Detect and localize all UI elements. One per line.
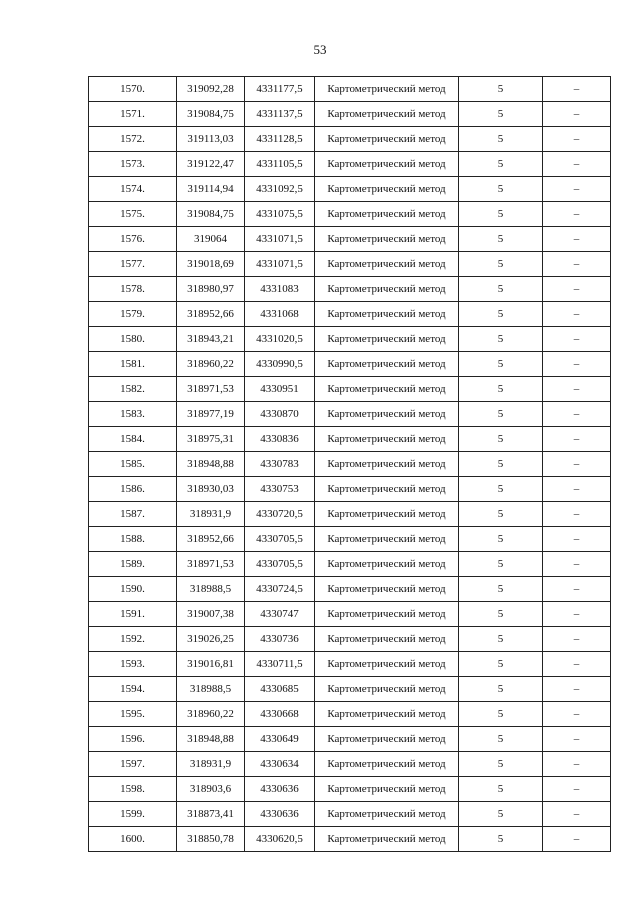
y-coordinate-cell: 4330783	[245, 452, 315, 477]
note-cell: –	[543, 777, 611, 802]
method-cell: Картометрический метод	[315, 527, 459, 552]
accuracy-cell: 5	[459, 802, 543, 827]
point-number-cell: 1572.	[89, 127, 177, 152]
table-row	[89, 727, 611, 752]
y-coordinate-cell: 4330668	[245, 702, 315, 727]
point-number-cell: 1579.	[89, 302, 177, 327]
method-cell: Картометрический метод	[315, 502, 459, 527]
point-number-cell: 1600.	[89, 827, 177, 852]
method-cell: Картометрический метод	[315, 277, 459, 302]
table-row	[89, 327, 611, 352]
accuracy-cell: 5	[459, 602, 543, 627]
table-row	[89, 402, 611, 427]
note-cell: –	[543, 102, 611, 127]
method-cell: Картометрический метод	[315, 727, 459, 752]
accuracy-cell: 5	[459, 152, 543, 177]
note-cell: –	[543, 427, 611, 452]
method-cell: Картометрический метод	[315, 827, 459, 852]
point-number-cell: 1578.	[89, 277, 177, 302]
accuracy-cell: 5	[459, 727, 543, 752]
y-coordinate-cell: 4330634	[245, 752, 315, 777]
y-coordinate-cell: 4330720,5	[245, 502, 315, 527]
note-cell: –	[543, 677, 611, 702]
table-row	[89, 377, 611, 402]
table-row	[89, 77, 611, 102]
y-coordinate-cell: 4330705,5	[245, 527, 315, 552]
point-number-cell: 1599.	[89, 802, 177, 827]
method-cell: Картометрический метод	[315, 702, 459, 727]
note-cell: –	[543, 602, 611, 627]
accuracy-cell: 5	[459, 677, 543, 702]
note-cell: –	[543, 452, 611, 477]
method-cell: Картометрический метод	[315, 802, 459, 827]
table-row	[89, 252, 611, 277]
note-cell: –	[543, 827, 611, 852]
accuracy-cell: 5	[459, 302, 543, 327]
y-coordinate-cell: 4330705,5	[245, 552, 315, 577]
x-coordinate-cell: 319016,81	[177, 652, 245, 677]
accuracy-cell: 5	[459, 477, 543, 502]
note-cell: –	[543, 502, 611, 527]
point-number-cell: 1574.	[89, 177, 177, 202]
x-coordinate-cell: 318988,5	[177, 677, 245, 702]
x-coordinate-cell: 319084,75	[177, 202, 245, 227]
accuracy-cell: 5	[459, 352, 543, 377]
method-cell: Картометрический метод	[315, 202, 459, 227]
x-coordinate-cell: 318952,66	[177, 527, 245, 552]
y-coordinate-cell: 4330724,5	[245, 577, 315, 602]
y-coordinate-cell: 4331075,5	[245, 202, 315, 227]
method-cell: Картометрический метод	[315, 552, 459, 577]
x-coordinate-cell: 318930,03	[177, 477, 245, 502]
note-cell: –	[543, 702, 611, 727]
y-coordinate-cell: 4331137,5	[245, 102, 315, 127]
accuracy-cell: 5	[459, 552, 543, 577]
note-cell: –	[543, 252, 611, 277]
method-cell: Картометрический метод	[315, 227, 459, 252]
note-cell: –	[543, 652, 611, 677]
point-number-cell: 1570.	[89, 77, 177, 102]
accuracy-cell: 5	[459, 427, 543, 452]
point-number-cell: 1585.	[89, 452, 177, 477]
x-coordinate-cell: 318903,6	[177, 777, 245, 802]
point-number-cell: 1590.	[89, 577, 177, 602]
y-coordinate-cell: 4330685	[245, 677, 315, 702]
method-cell: Картометрический метод	[315, 402, 459, 427]
point-number-cell: 1588.	[89, 527, 177, 552]
y-coordinate-cell: 4331105,5	[245, 152, 315, 177]
note-cell: –	[543, 627, 611, 652]
accuracy-cell: 5	[459, 627, 543, 652]
method-cell: Картометрический метод	[315, 152, 459, 177]
table-row	[89, 752, 611, 777]
table-row	[89, 152, 611, 177]
point-number-cell: 1576.	[89, 227, 177, 252]
accuracy-cell: 5	[459, 102, 543, 127]
note-cell: –	[543, 127, 611, 152]
accuracy-cell: 5	[459, 452, 543, 477]
table-row	[89, 202, 611, 227]
table-row	[89, 652, 611, 677]
method-cell: Картометрический метод	[315, 177, 459, 202]
x-coordinate-cell: 318971,53	[177, 377, 245, 402]
accuracy-cell: 5	[459, 77, 543, 102]
y-coordinate-cell: 4330636	[245, 777, 315, 802]
y-coordinate-cell: 4331071,5	[245, 252, 315, 277]
y-coordinate-cell: 4330951	[245, 377, 315, 402]
y-coordinate-cell: 4331071,5	[245, 227, 315, 252]
table-row	[89, 552, 611, 577]
accuracy-cell: 5	[459, 577, 543, 602]
method-cell: Картометрический метод	[315, 377, 459, 402]
accuracy-cell: 5	[459, 327, 543, 352]
method-cell: Картометрический метод	[315, 602, 459, 627]
x-coordinate-cell: 318971,53	[177, 552, 245, 577]
table-row	[89, 427, 611, 452]
coordinates-table	[88, 76, 611, 852]
note-cell: –	[543, 477, 611, 502]
point-number-cell: 1586.	[89, 477, 177, 502]
method-cell: Картометрический метод	[315, 627, 459, 652]
point-number-cell: 1573.	[89, 152, 177, 177]
accuracy-cell: 5	[459, 127, 543, 152]
note-cell: –	[543, 152, 611, 177]
table-row	[89, 602, 611, 627]
x-coordinate-cell: 318980,97	[177, 277, 245, 302]
note-cell: –	[543, 377, 611, 402]
method-cell: Картометрический метод	[315, 127, 459, 152]
x-coordinate-cell: 318977,19	[177, 402, 245, 427]
point-number-cell: 1582.	[89, 377, 177, 402]
table-row	[89, 102, 611, 127]
y-coordinate-cell: 4330736	[245, 627, 315, 652]
accuracy-cell: 5	[459, 527, 543, 552]
accuracy-cell: 5	[459, 177, 543, 202]
table-row	[89, 677, 611, 702]
note-cell: –	[543, 77, 611, 102]
method-cell: Картометрический метод	[315, 452, 459, 477]
y-coordinate-cell: 4331068	[245, 302, 315, 327]
y-coordinate-cell: 4331092,5	[245, 177, 315, 202]
y-coordinate-cell: 4330836	[245, 427, 315, 452]
point-number-cell: 1584.	[89, 427, 177, 452]
table-row	[89, 352, 611, 377]
x-coordinate-cell: 318948,88	[177, 727, 245, 752]
method-cell: Картометрический метод	[315, 77, 459, 102]
page-number: 53	[313, 42, 327, 57]
table-row	[89, 452, 611, 477]
point-number-cell: 1581.	[89, 352, 177, 377]
y-coordinate-cell: 4330649	[245, 727, 315, 752]
coordinates-table-body	[89, 77, 611, 852]
point-number-cell: 1583.	[89, 402, 177, 427]
note-cell: –	[543, 402, 611, 427]
x-coordinate-cell: 318931,9	[177, 502, 245, 527]
method-cell: Картометрический метод	[315, 652, 459, 677]
point-number-cell: 1577.	[89, 252, 177, 277]
accuracy-cell: 5	[459, 652, 543, 677]
table-row	[89, 627, 611, 652]
accuracy-cell: 5	[459, 252, 543, 277]
x-coordinate-cell: 318873,41	[177, 802, 245, 827]
method-cell: Картометрический метод	[315, 102, 459, 127]
table-row	[89, 277, 611, 302]
note-cell: –	[543, 352, 611, 377]
accuracy-cell: 5	[459, 227, 543, 252]
method-cell: Картометрический метод	[315, 302, 459, 327]
accuracy-cell: 5	[459, 277, 543, 302]
note-cell: –	[543, 327, 611, 352]
table-row	[89, 302, 611, 327]
point-number-cell: 1595.	[89, 702, 177, 727]
y-coordinate-cell: 4331128,5	[245, 127, 315, 152]
method-cell: Картометрический метод	[315, 577, 459, 602]
table-row	[89, 527, 611, 552]
point-number-cell: 1596.	[89, 727, 177, 752]
y-coordinate-cell: 4330870	[245, 402, 315, 427]
x-coordinate-cell: 318960,22	[177, 702, 245, 727]
accuracy-cell: 5	[459, 377, 543, 402]
x-coordinate-cell: 319113,03	[177, 127, 245, 152]
point-number-cell: 1580.	[89, 327, 177, 352]
point-number-cell: 1593.	[89, 652, 177, 677]
table-row	[89, 802, 611, 827]
x-coordinate-cell: 319007,38	[177, 602, 245, 627]
point-number-cell: 1591.	[89, 602, 177, 627]
table-row	[89, 227, 611, 252]
table-row	[89, 827, 611, 852]
table-row	[89, 177, 611, 202]
point-number-cell: 1571.	[89, 102, 177, 127]
accuracy-cell: 5	[459, 752, 543, 777]
method-cell: Картометрический метод	[315, 352, 459, 377]
y-coordinate-cell: 4331020,5	[245, 327, 315, 352]
x-coordinate-cell: 318960,22	[177, 352, 245, 377]
table-row	[89, 777, 611, 802]
x-coordinate-cell: 319018,69	[177, 252, 245, 277]
point-number-cell: 1597.	[89, 752, 177, 777]
x-coordinate-cell: 319064	[177, 227, 245, 252]
table-row	[89, 577, 611, 602]
x-coordinate-cell: 318988,5	[177, 577, 245, 602]
note-cell: –	[543, 802, 611, 827]
x-coordinate-cell: 319026,25	[177, 627, 245, 652]
x-coordinate-cell: 319122,47	[177, 152, 245, 177]
note-cell: –	[543, 277, 611, 302]
accuracy-cell: 5	[459, 777, 543, 802]
point-number-cell: 1575.	[89, 202, 177, 227]
y-coordinate-cell: 4330711,5	[245, 652, 315, 677]
table-row	[89, 127, 611, 152]
y-coordinate-cell: 4330636	[245, 802, 315, 827]
x-coordinate-cell: 319092,28	[177, 77, 245, 102]
y-coordinate-cell: 4330747	[245, 602, 315, 627]
method-cell: Картометрический метод	[315, 252, 459, 277]
accuracy-cell: 5	[459, 402, 543, 427]
x-coordinate-cell: 318948,88	[177, 452, 245, 477]
note-cell: –	[543, 202, 611, 227]
accuracy-cell: 5	[459, 702, 543, 727]
note-cell: –	[543, 552, 611, 577]
point-number-cell: 1587.	[89, 502, 177, 527]
y-coordinate-cell: 4330620,5	[245, 827, 315, 852]
note-cell: –	[543, 577, 611, 602]
accuracy-cell: 5	[459, 502, 543, 527]
note-cell: –	[543, 177, 611, 202]
x-coordinate-cell: 318952,66	[177, 302, 245, 327]
method-cell: Картометрический метод	[315, 477, 459, 502]
y-coordinate-cell: 4330990,5	[245, 352, 315, 377]
x-coordinate-cell: 318943,21	[177, 327, 245, 352]
method-cell: Картометрический метод	[315, 327, 459, 352]
table-row	[89, 502, 611, 527]
point-number-cell: 1594.	[89, 677, 177, 702]
note-cell: –	[543, 527, 611, 552]
y-coordinate-cell: 4330753	[245, 477, 315, 502]
y-coordinate-cell: 4331083	[245, 277, 315, 302]
y-coordinate-cell: 4331177,5	[245, 77, 315, 102]
method-cell: Картометрический метод	[315, 777, 459, 802]
method-cell: Картометрический метод	[315, 677, 459, 702]
note-cell: –	[543, 727, 611, 752]
x-coordinate-cell: 319114,94	[177, 177, 245, 202]
point-number-cell: 1598.	[89, 777, 177, 802]
method-cell: Картометрический метод	[315, 752, 459, 777]
table-row	[89, 477, 611, 502]
note-cell: –	[543, 752, 611, 777]
point-number-cell: 1589.	[89, 552, 177, 577]
x-coordinate-cell: 318931,9	[177, 752, 245, 777]
table-row	[89, 702, 611, 727]
accuracy-cell: 5	[459, 827, 543, 852]
x-coordinate-cell: 318850,78	[177, 827, 245, 852]
point-number-cell: 1592.	[89, 627, 177, 652]
x-coordinate-cell: 318975,31	[177, 427, 245, 452]
method-cell: Картометрический метод	[315, 427, 459, 452]
x-coordinate-cell: 319084,75	[177, 102, 245, 127]
note-cell: –	[543, 302, 611, 327]
accuracy-cell: 5	[459, 202, 543, 227]
note-cell: –	[543, 227, 611, 252]
